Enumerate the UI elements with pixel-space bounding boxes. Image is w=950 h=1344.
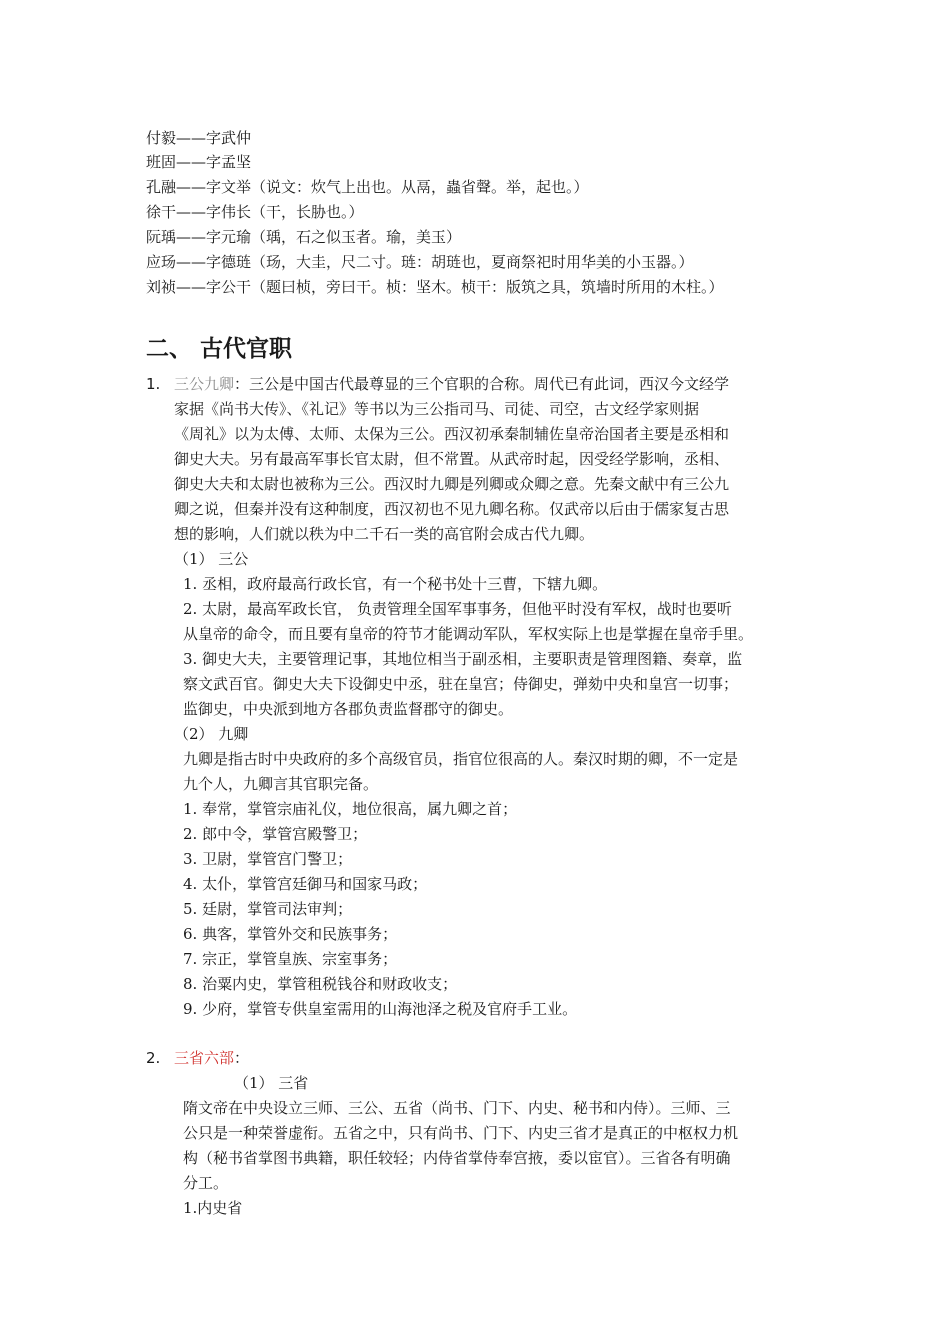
name-line-2: 班固——字孟坚	[146, 153, 252, 171]
sangong-line: 2. 太尉，最高军政长官， 负责管理全国军事事务，但他平时没有军权，战时也要听	[183, 600, 732, 618]
item1-number: 1.	[146, 375, 161, 393]
item2-number: 2.	[146, 1049, 161, 1067]
name-line-7: 刘祯——字公干（题曰桢，旁曰干。桢：坚木。桢干：版筑之具，筑墙时所用的木柱。）	[146, 278, 724, 296]
sangong-heading: （1） 三公	[174, 550, 249, 568]
sangong-line: 从皇帝的命令，而且要有皇帝的符节才能调动军队，军权实际上也是掌握在皇帝手里。	[183, 625, 754, 643]
section-heading: 二、 古代官职	[146, 335, 293, 362]
jiuqing-list-item: 2. 郎中令，掌管宫殿警卫；	[183, 825, 368, 843]
item2-para-line: 构（秘书省掌图书典籍，职任较轻；内侍省掌侍奉宫掖，委以宦官）。三省各有明确	[183, 1149, 731, 1167]
jiuqing-list-item: 5. 廷尉，掌管司法审判；	[183, 900, 353, 918]
item1-first-line	[174, 372, 729, 396]
name-line-6: 应玚——字德琏（玚，大圭，尺二寸。琏：胡琏也，夏商祭祀时用华美的小玉器。）	[146, 253, 694, 271]
jiuqing-intro-line: 九卿是指古时中央政府的多个高级官员，指官位很高的人。秦汉时期的卿，不一定是	[183, 750, 739, 768]
item1-para-line: 御史大夫。另有最高军事长官太尉，但不常置。从武帝时起，因受经学影响，丞相、	[174, 450, 730, 468]
neishisheng-heading: 1.内史省	[183, 1199, 243, 1217]
jiuqing-list-item: 4. 太仆，掌管宫廷御马和国家马政；	[183, 875, 428, 893]
item1-first-line-rest: 三公是中国古代最尊显的三个官职的合称。周代已有此词，西汉今文经学	[249, 375, 730, 393]
item2-first-line	[174, 1046, 249, 1070]
jiuqing-list-item: 7. 宗正，掌管皇族、宗室事务；	[183, 950, 398, 968]
item1-colon: ：	[234, 375, 250, 393]
jiuqing-heading: （2） 九卿	[174, 725, 249, 743]
jiuqing-list-item: 9. 少府，掌管专供皇室需用的山海池泽之税及官府手工业。	[183, 1000, 578, 1018]
jiuqing-list-item: 1. 奉常，掌管宗庙礼仪，地位很高，属九卿之首；	[183, 800, 518, 818]
jiuqing-list-item: 3. 卫尉，掌管宫门警卫；	[183, 850, 353, 868]
item1-para-line: 卿之说，但秦并没有这种制度，西汉初也不见九卿名称。仅武帝以后由于儒家复古思	[174, 500, 730, 518]
sangong-line: 1. 丞相，政府最高行政长官，有一个秘书处十三曹，下辖九卿。	[183, 575, 608, 593]
item2-para-line: 分工。	[183, 1174, 229, 1192]
sangong-line: 察文武百官。御史大夫下设御史中丞，驻在皇宫；侍御史，弹劾中央和皇宫一切事；	[183, 675, 739, 693]
item2-title: 三省六部	[174, 1049, 235, 1067]
jiuqing-list-item: 6. 典客，掌管外交和民族事务；	[183, 925, 398, 943]
item2-para-line: 公只是一种荣誉虚衔。五省之中，只有尚书、门下、内史三省才是真正的中枢权力机	[183, 1124, 739, 1142]
name-line-5: 阮瑀——字元瑜（瑀，石之似玉者。瑜，美玉）	[146, 228, 462, 246]
item1-para-line: 想的影响，人们就以秩为中二千石一类的高官附会成古代九卿。	[174, 525, 595, 543]
jiuqing-intro-line: 九个人，九卿言其官职完备。	[183, 775, 379, 793]
sangong-line: 3. 御史大夫，主要管理记事，其地位相当于副丞相，主要职责是管理图籍、奏章，监	[183, 650, 743, 668]
sangong-line: 监御史，中央派到地方各郡负责监督郡守的御史。	[183, 700, 514, 718]
item1-title: 三公九卿	[174, 375, 235, 393]
sansheng-heading: （1） 三省	[234, 1074, 309, 1092]
name-line-1: 付毅——字武仲	[146, 129, 252, 147]
item1-para-line: 《周礼》以为太傅、太师、太保为三公。西汉初承秦制辅佐皇帝治国者主要是丞相和	[174, 425, 730, 443]
item2-colon: ：	[234, 1049, 250, 1067]
name-line-4: 徐干——字伟长（干，长胁也。）	[146, 203, 364, 221]
item2-para-line: 隋文帝在中央设立三师、三公、五省（尚书、门下、内史、秘书和内侍）。三师、三	[183, 1099, 731, 1117]
name-line-3: 孔融——字文举（说文：炊气上出也。从鬲，蟲省聲。举，起也。）	[146, 178, 589, 196]
item1-para-line: 御史大夫和太尉也被称为三公。西汉时九卿是列卿或众卿之意。先秦文献中有三公九	[174, 475, 730, 493]
item1-para-line: 家据《尚书大传》、《礼记》等书以为三公指司马、司徒、司空，古文经学家则据	[174, 400, 700, 418]
jiuqing-list-item: 8. 治粟内史，掌管租税钱谷和财政收支；	[183, 975, 458, 993]
